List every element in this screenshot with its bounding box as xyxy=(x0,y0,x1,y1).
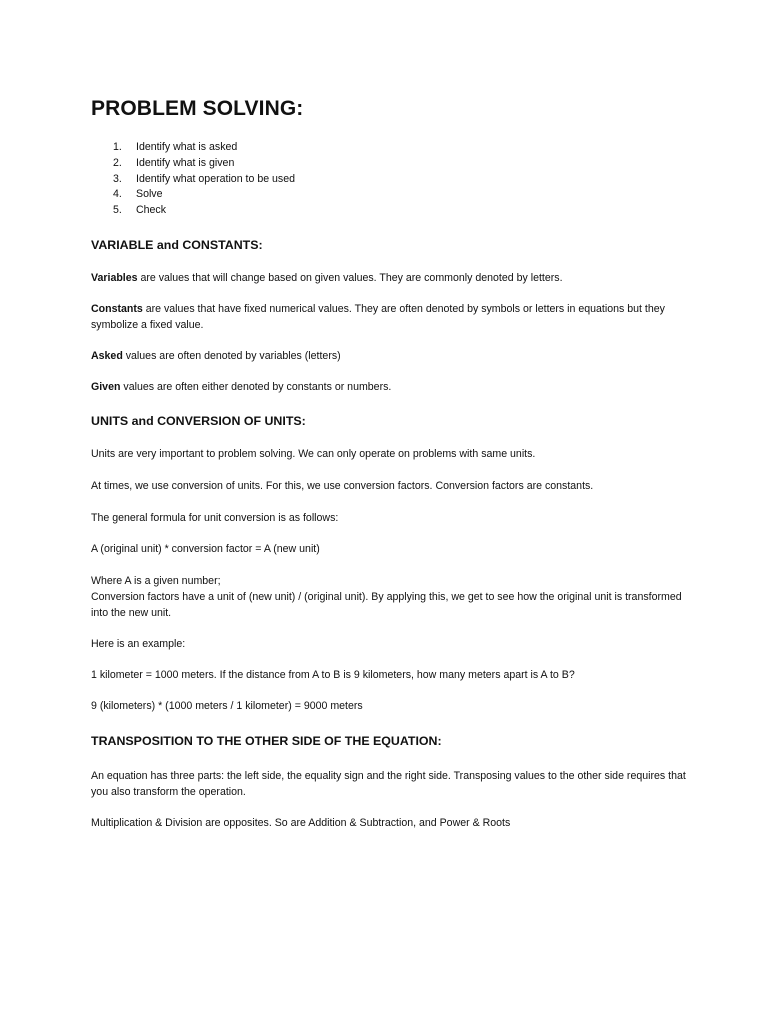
where-detail: Conversion factors have a unit of (new unit) / (original unit). By applying this, we get to see how the original unit is transformed into the new unit. xyxy=(91,591,682,619)
list-item xyxy=(91,203,295,219)
units-paragraph-1: Units are very important to problem solving. We can only operate on problems with same units. xyxy=(91,448,536,460)
given-term: Given xyxy=(91,381,121,393)
list-item xyxy=(91,172,295,188)
variables-paragraph: Variables are values that will change based on given values. They are commonly denoted by letters. xyxy=(91,272,563,284)
units-paragraph-3: The general formula for unit conversion is as follows: xyxy=(91,512,339,524)
list-item xyxy=(91,187,295,203)
list-number: 2. xyxy=(113,156,122,169)
list-number: 5. xyxy=(113,204,122,217)
list-text: Identify what is asked xyxy=(136,141,238,153)
asked-paragraph: Asked values are often denoted by variables (letters) xyxy=(91,350,341,362)
given-paragraph: Given values are often either denoted by constants or numbers. xyxy=(91,381,392,393)
transposition-heading: TRANSPOSITION TO THE OTHER SIDE OF THE EQUATION: xyxy=(91,734,442,748)
list-number: 4. xyxy=(113,188,122,201)
variables-heading: VARIABLE and CONSTANTS: xyxy=(91,238,263,252)
steps-list xyxy=(91,140,295,219)
page-title: PROBLEM SOLVING: xyxy=(91,97,304,120)
constants-paragraph: Constants are values that have fixed numerical values. They are often denoted by symbols or letters in equations but they symbolize a fixed value. xyxy=(91,303,665,331)
where-line: Where A is a given number; xyxy=(91,575,221,587)
list-item xyxy=(91,156,295,172)
list-text: Solve xyxy=(136,188,163,201)
asked-term: Asked xyxy=(91,350,123,362)
units-paragraph-2: At times, we use conversion of units. For this, we use conversion factors. Conversion factors are constants. xyxy=(91,480,594,492)
list-text: Check xyxy=(136,204,167,217)
transposition-paragraph-1: An equation has three parts: the left side, the equality sign and the right side. Transposing values to the other side requires that you also transform the operation. xyxy=(91,770,686,798)
list-text: Identify what operation to be used xyxy=(136,172,296,185)
list-number: 1. xyxy=(113,141,122,153)
units-heading: UNITS and CONVERSION OF UNITS: xyxy=(91,414,306,428)
constants-term: Constants xyxy=(91,303,143,315)
variables-term: Variables xyxy=(91,272,138,284)
example-problem: 1 kilometer = 1000 meters. If the distance from A to B is 9 kilometers, how many meters apart is A to B? xyxy=(91,669,575,681)
list-item xyxy=(91,140,295,156)
list-text: Identify what is given xyxy=(136,156,235,169)
transposition-paragraph-2: Multiplication & Division are opposites. So are Addition & Subtraction, and Power & Roots xyxy=(91,817,511,829)
conversion-formula: A (original unit) * conversion factor = A (new unit) xyxy=(91,543,320,555)
list-number: 3. xyxy=(113,172,122,185)
example-intro: Here is an example: xyxy=(91,638,186,650)
example-solution: 9 (kilometers) * (1000 meters / 1 kilometer) = 9000 meters xyxy=(91,700,363,712)
